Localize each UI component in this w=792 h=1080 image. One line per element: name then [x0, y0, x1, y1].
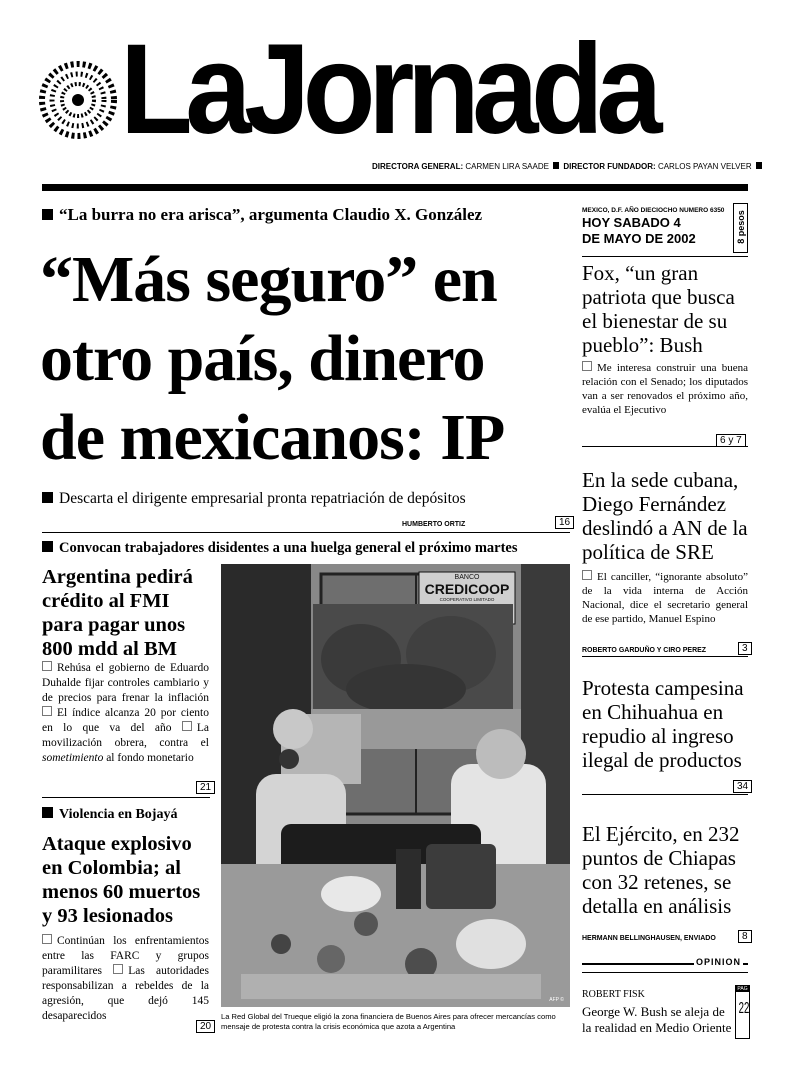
photo-sign-bank: BANCO [454, 574, 480, 581]
opinion-pag-label: PAG [737, 986, 748, 992]
chihuahua-page-ref[interactable]: 34 [730, 780, 752, 793]
chiapas-page-ref[interactable]: 8 [735, 930, 752, 943]
opinion-page-box[interactable] [735, 985, 750, 1039]
lead-kicker[interactable]: “La burra no era arisca”, argumenta Claudio X. González [42, 205, 482, 225]
cuba-byline: ROBERTO GARDUÑO Y CIRO PEREZ [582, 647, 707, 654]
lead-photo[interactable] [221, 564, 570, 1007]
photo-caption: La Red Global del Trueque eligió la zona financiera de Buenos Aires para ofrecer mercancías como mensaje de protesta contra la crisis económica que azota a Argentina [221, 1012, 556, 1031]
photo-credit: AFP © [549, 997, 564, 1003]
price-box [733, 203, 748, 253]
fox-headline[interactable]: Fox, “un gran patriota que busca el bienestar de su pueblo”: Bush [582, 261, 735, 357]
opinion-rule-2 [582, 972, 748, 973]
photo-sign-sub: COOPERATIVO LIMITADO [439, 597, 495, 602]
chiapas-byline: HERMANN BELLINGHAUSEN, ENVIADO [582, 935, 716, 942]
cuba-page-ref[interactable]: 3 [735, 642, 752, 655]
cuba-headline[interactable]: En la sede cubana, Diego Fernández deslindó a AN de la política de SRE [582, 468, 748, 564]
opinion-section[interactable]: OPINION [696, 957, 742, 967]
opinion-page: 22 [738, 1000, 750, 1017]
colombia-headline[interactable]: Ataque explosivo en Colombia; al menos 60 muertos y 93 lesionados [42, 833, 201, 927]
chiapas-headline[interactable]: El Ejército, en 232 puntos de Chiapas con 32 retenes, se detalla en análisis [582, 822, 740, 918]
price-label: 8 pesos [736, 210, 746, 244]
dateline-issue: MEXICO, D.F. AÑO DIECIOCHO NUMERO 6350 [582, 207, 725, 214]
strike-kicker[interactable]: Convocan trabajadores disidentes a una huelga general el próximo martes [42, 540, 518, 557]
masthead-staff [372, 162, 762, 171]
dateline-date-1: HOY SABADO 4 [582, 215, 681, 230]
fox-page-ref[interactable]: 6 y 7 [713, 434, 746, 447]
lead-headline-line-1: “Más seguro” en [40, 243, 497, 316]
chihuahua-headline[interactable]: Protesta campesina en Chihuahua en repudio al ingreso ilegal de productos [582, 676, 744, 772]
fox-body: Me interesa construir una buena relación con el Senado; los diputados van a ser renovados el próximo año, evalúa el Ejecutivo [582, 362, 748, 416]
opinion-headline[interactable]: George W. Bush se aleja de la realidad en Medio Oriente [582, 1004, 732, 1035]
colombia-body: Continúan los enfrentamientos entre las FARC y grupos paramilitares Las autoridades responsabilizan a rebeldes de la agresión, que dejó 145 desaparecidos [42, 935, 209, 1022]
cuba-body: El canciller, “ignorante absoluto” de la vida interna de Acción Nacional, dice el secretario general de ese partido, Manuel Espino [582, 571, 748, 625]
dateline-date-2: DE MAYO DE 2002 [582, 231, 696, 246]
lead-headline-line-2: otro país, dinero [40, 322, 485, 395]
photo-sign-name: CREDICOOP [424, 581, 510, 597]
argentina-headline[interactable]: Argentina pedirá crédito al FMI para pagar unos 800 mdd al BM [42, 566, 193, 660]
lead-headline[interactable] [40, 240, 504, 477]
masthead-rule [42, 184, 748, 191]
staff-label-2: DIRECTOR FUNDADOR: [563, 162, 656, 171]
logo-emblem [38, 60, 118, 140]
staff-name-1: CARMEN LIRA SAADE [465, 162, 549, 171]
colombia-kicker[interactable]: Violencia en Bojayá [42, 807, 177, 823]
staff-label-1: DIRECTORA GENERAL: [372, 162, 464, 171]
photo-sign [421, 574, 513, 602]
masthead-title[interactable]: LaJornada [120, 18, 656, 161]
argentina-page-ref[interactable]: 21 [193, 781, 215, 794]
dateline [582, 207, 724, 247]
lead-byline: HUMBERTO ORTIZ [402, 521, 466, 528]
colombia-page-ref[interactable]: 20 [193, 1020, 215, 1033]
lead-deck: Descarta el dirigente empresarial pronta repatriación de depósitos [42, 490, 466, 508]
lead-page-ref[interactable]: 16 [552, 516, 574, 529]
argentina-body: Rehúsa el gobierno de Eduardo Duhalde fijar controles cambiario y de precios para frenar la inflación El índice alcanza 20 por ciento en lo que va del año La movilización obrera, contra el sometimiento al fondo monetario [42, 662, 209, 764]
lead-headline-line-3: de mexicanos: IP [40, 401, 505, 474]
opinion-author: ROBERT FISK [582, 989, 645, 1000]
staff-name-2: CARLOS PAYAN VELVER [657, 162, 752, 171]
